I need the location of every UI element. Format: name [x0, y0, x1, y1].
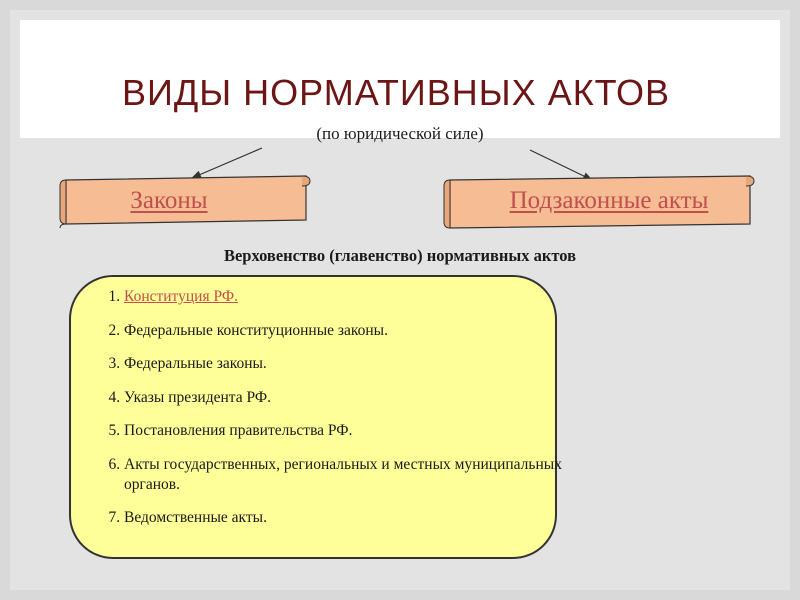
bylaws-scroll[interactable] [440, 172, 758, 230]
list-item: 4. Указы президента РФ. [124, 388, 564, 408]
list-item: 6. Акты государственных, региональных и местных муниципальных органов. [124, 455, 564, 495]
list-item: 7. Ведомственные акты. [124, 508, 564, 528]
hierarchy-list [71, 287, 564, 542]
list-item: 3. Федеральные законы. [124, 354, 564, 374]
list-item [124, 287, 564, 307]
laws-scroll[interactable] [56, 172, 312, 230]
constitution-link[interactable]: Конституция РФ. [124, 288, 238, 305]
list-item: 5. Постановления правительства РФ. [124, 421, 564, 441]
page-title: ВИДЫ НОРМАТИВНЫХ АКТОВ [122, 72, 671, 113]
hierarchy-list-box [69, 275, 562, 559]
page-subtitle: (по юридической силе) [316, 124, 484, 143]
laws-link[interactable]: Законы [130, 187, 208, 214]
bylaws-link[interactable]: Подзаконные акты [509, 187, 709, 214]
list-item: 2. Федеральные конституционные законы. [124, 321, 564, 341]
hierarchy-heading: Верховенство (главенство) нормативных актов [223, 246, 577, 265]
